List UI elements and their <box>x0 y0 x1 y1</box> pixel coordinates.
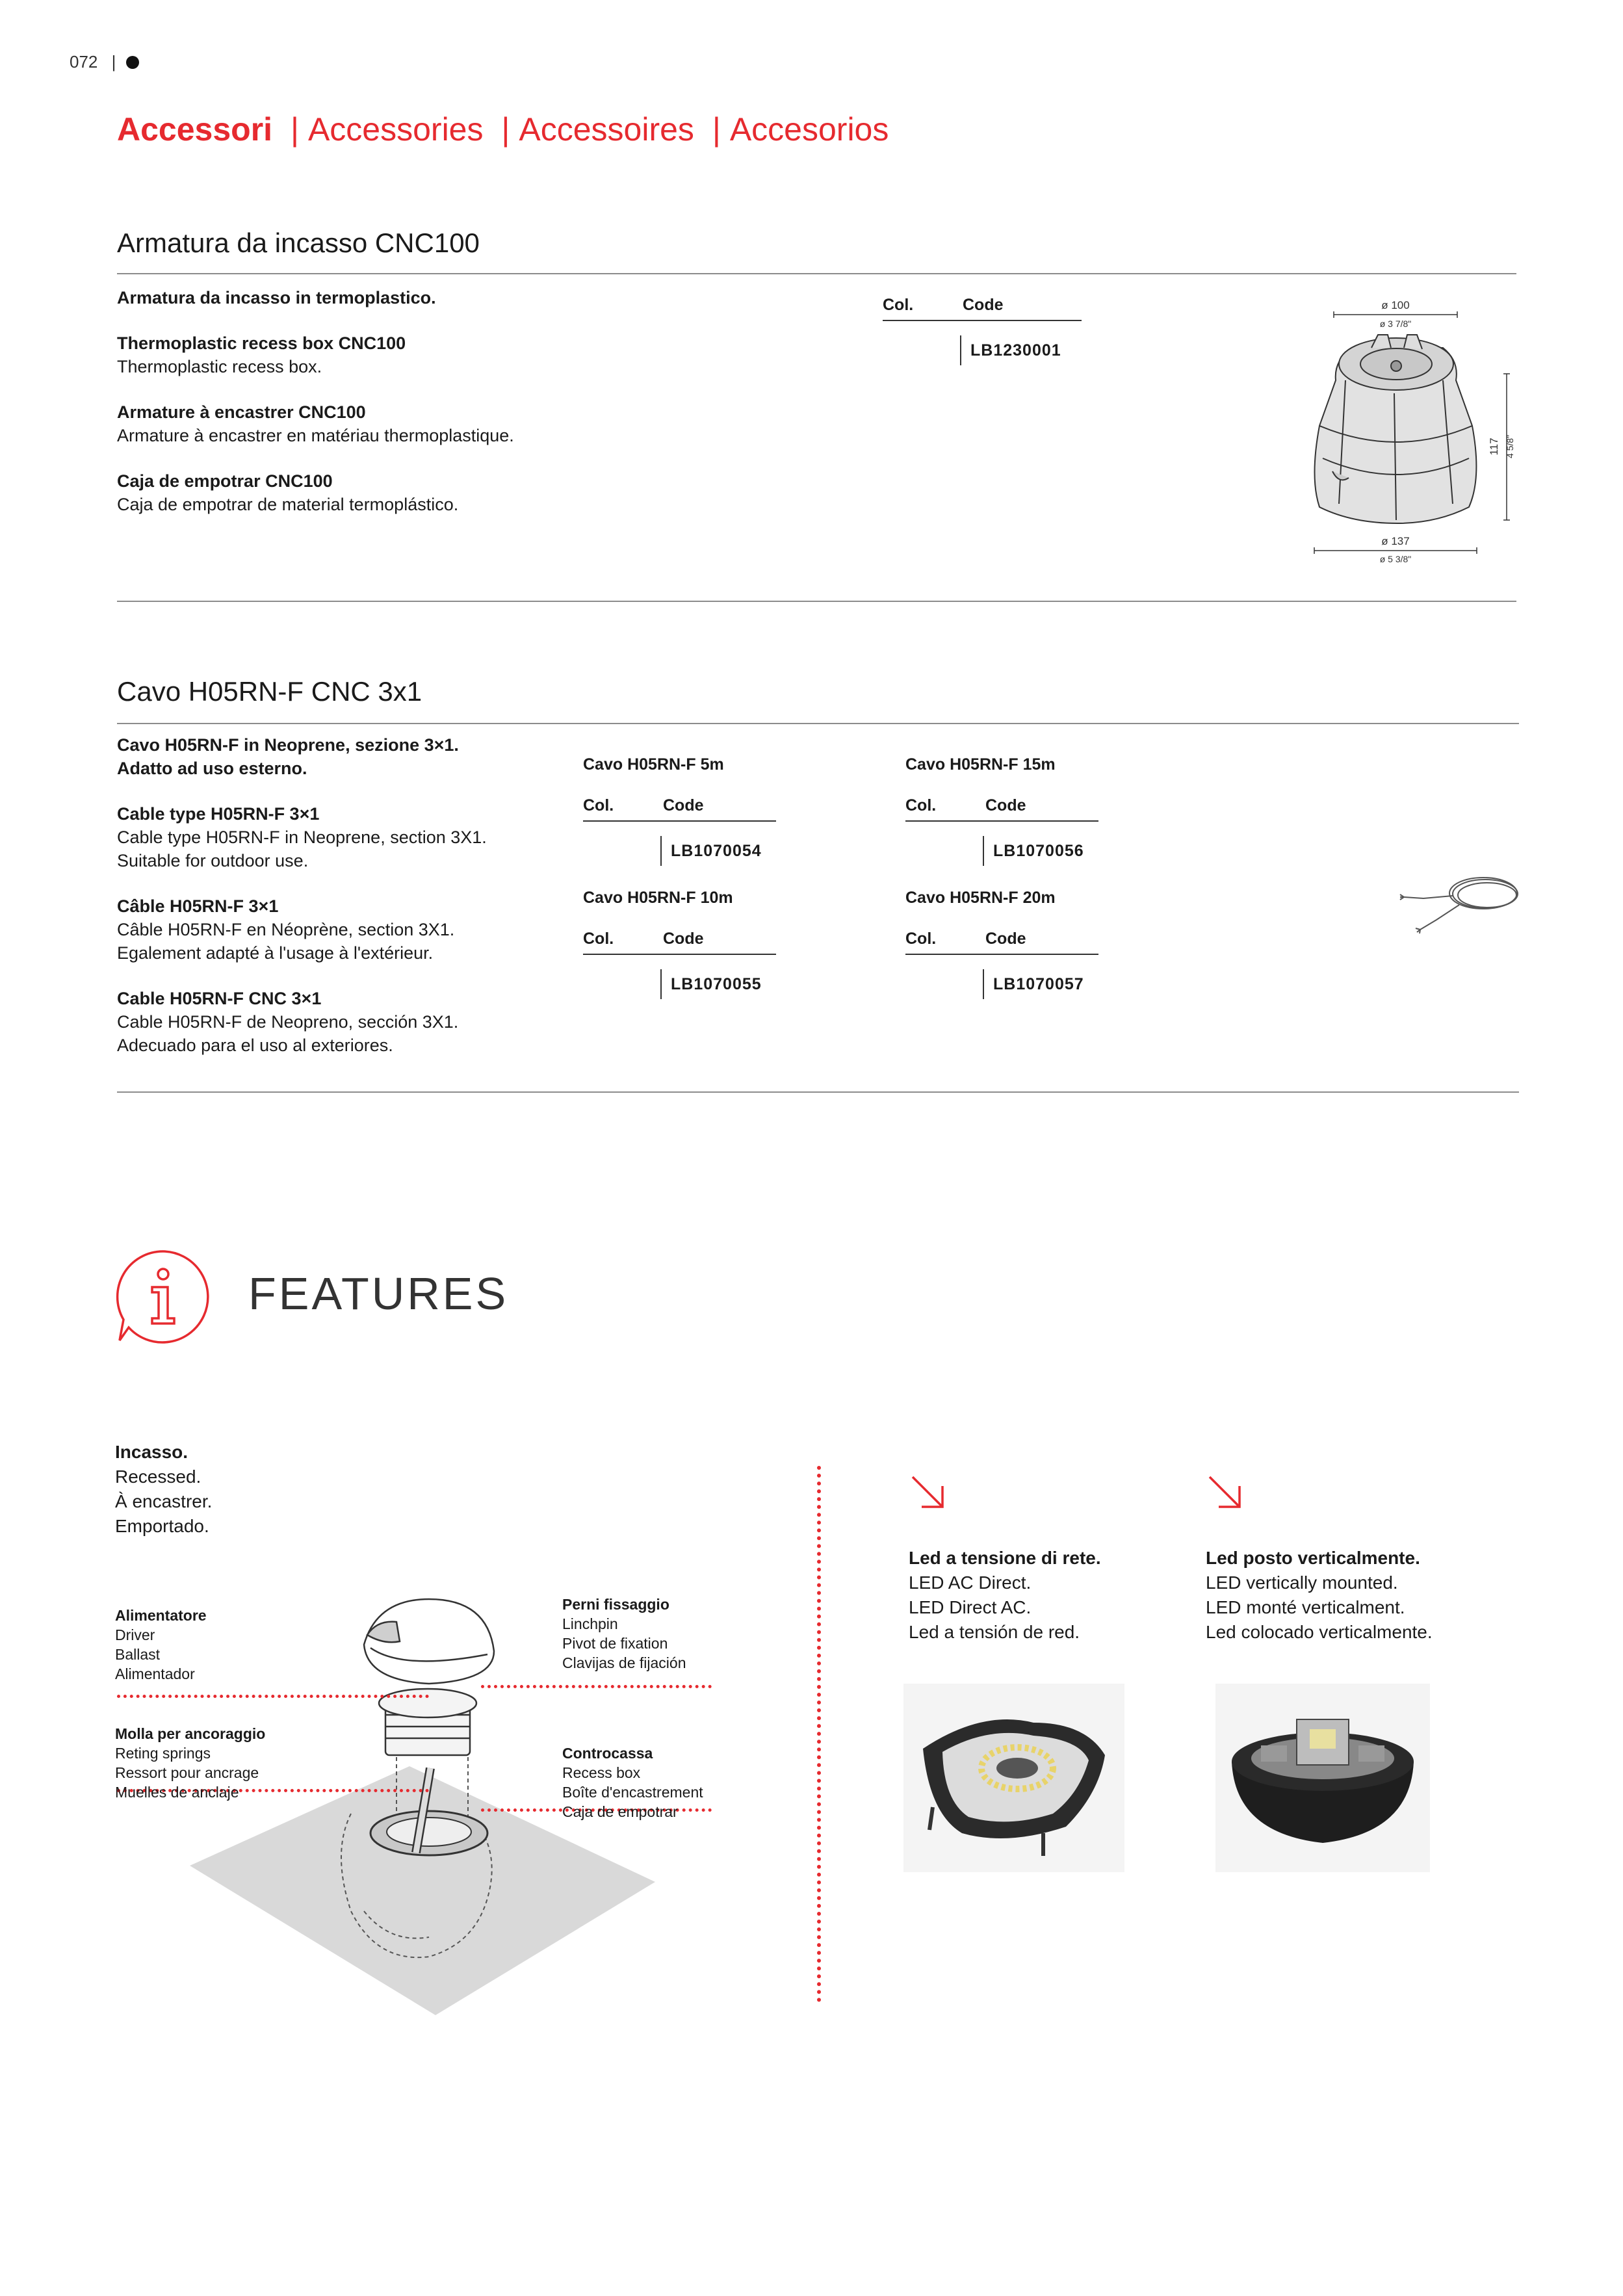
divider <box>117 1091 1519 1093</box>
cable-drawing <box>1397 865 1527 956</box>
arrow-icon <box>909 1473 946 1511</box>
product-code: LB1230001 <box>960 335 1082 365</box>
dim-height-mm: 117 <box>1488 437 1500 456</box>
callout-line <box>117 1695 429 1698</box>
label-alimentatore: Alimentatore Driver Ballast Alimentador <box>115 1607 207 1682</box>
section1-description: Armatura da incasso in termoplastico. Thermoplastic recess box CNC100 Thermoplastic recess box. Armature à encastrer CNC100 Armature à encastrer en matériau thermoplastique. Caja de empotrar CNC100 Caja de empotrar de material termoplástico. <box>117 288 514 514</box>
title-main: Accessori <box>117 111 273 148</box>
label-controcassa: Controcassa Recess box Boîte d'encastrement Caja de empotrar <box>562 1745 703 1820</box>
divider <box>117 273 1516 274</box>
feature-led-vert: Led posto verticalmente. LED vertically mounted. LED monté verticalment. Led colocado verticalmente. <box>1206 1548 1433 1642</box>
section1-title: Armatura da incasso CNC100 <box>117 228 480 258</box>
vertical-led-photo <box>1215 1684 1430 1872</box>
code-table-20m: Cavo H05RN-F 20m Col. Code LB1070057 <box>905 889 1098 999</box>
code-table-15m: Cavo H05RN-F 15m Col. Code LB1070056 <box>905 755 1098 866</box>
info-icon <box>114 1248 212 1346</box>
product-code: LB1070055 <box>660 969 776 999</box>
dim-top-in: ø 3 7/8" <box>1379 319 1412 329</box>
code-table-10m: Cavo H05RN-F 10m Col. Code LB1070055 <box>583 889 776 999</box>
product-code: LB1070057 <box>983 969 1098 999</box>
dim-bottom-mm: ø 137 <box>1381 535 1410 547</box>
vertical-divider <box>817 1466 821 2002</box>
code-table-5m: Cavo H05RN-F 5m Col. Code LB1070054 <box>583 755 776 866</box>
led-module-photo <box>903 1684 1124 1872</box>
recess-box-drawing <box>1274 296 1515 575</box>
divider <box>117 601 1516 602</box>
feature-led-rete: Led a tensione di rete. LED AC Direct. LED Direct AC. Led a tensión de red. <box>909 1548 1101 1642</box>
product-code: LB1070054 <box>660 836 776 866</box>
callout-line <box>481 1685 712 1688</box>
label-perni: Perni fissaggio Linchpin Pivot de fixation Clavijas de fijación <box>562 1596 686 1671</box>
dim-height-in: 4 5/8" <box>1505 434 1515 459</box>
section2-description: Cavo H05RN-F in Neoprene, sezione 3×1. Adatto ad uso esterno. Cable type H05RN-F 3×1 Cable type H05RN-F in Neoprene, section 3X1. Suitable for outdoor use. Câble H05RN-F 3×1 Câble H05RN-F en Néoprène, section 3X1. Egalement adapté à l'usage à l'extérieur. Cable H05RN-F CNC 3×1 Cable H05RN-F de Neopreno, sección 3X1. Adecuado para el uso al exteriores. <box>117 735 487 1055</box>
divider <box>117 723 1519 724</box>
page-title: Accessori | Accessories | Accessoires | Accesorios <box>117 111 889 148</box>
dim-bottom-in: ø 5 3/8" <box>1379 554 1412 564</box>
code-table: Col. Code LB1230001 <box>883 296 1082 365</box>
page-number: 072 | <box>70 52 139 72</box>
label-molla: Molla per ancoraggio Reting springs Ressort pour ancrage Muelles de anclaje <box>115 1725 266 1801</box>
section2-title: Cavo H05RN-F CNC 3x1 <box>117 676 422 707</box>
bullet-icon <box>126 56 139 69</box>
product-code: LB1070056 <box>983 836 1098 866</box>
dim-top-mm: ø 100 <box>1381 299 1410 311</box>
arrow-icon <box>1206 1473 1243 1511</box>
incasso-text: Incasso. Recessed. À encastrer. Emportado. <box>115 1442 213 1536</box>
features-title: FEATURES <box>248 1268 509 1319</box>
